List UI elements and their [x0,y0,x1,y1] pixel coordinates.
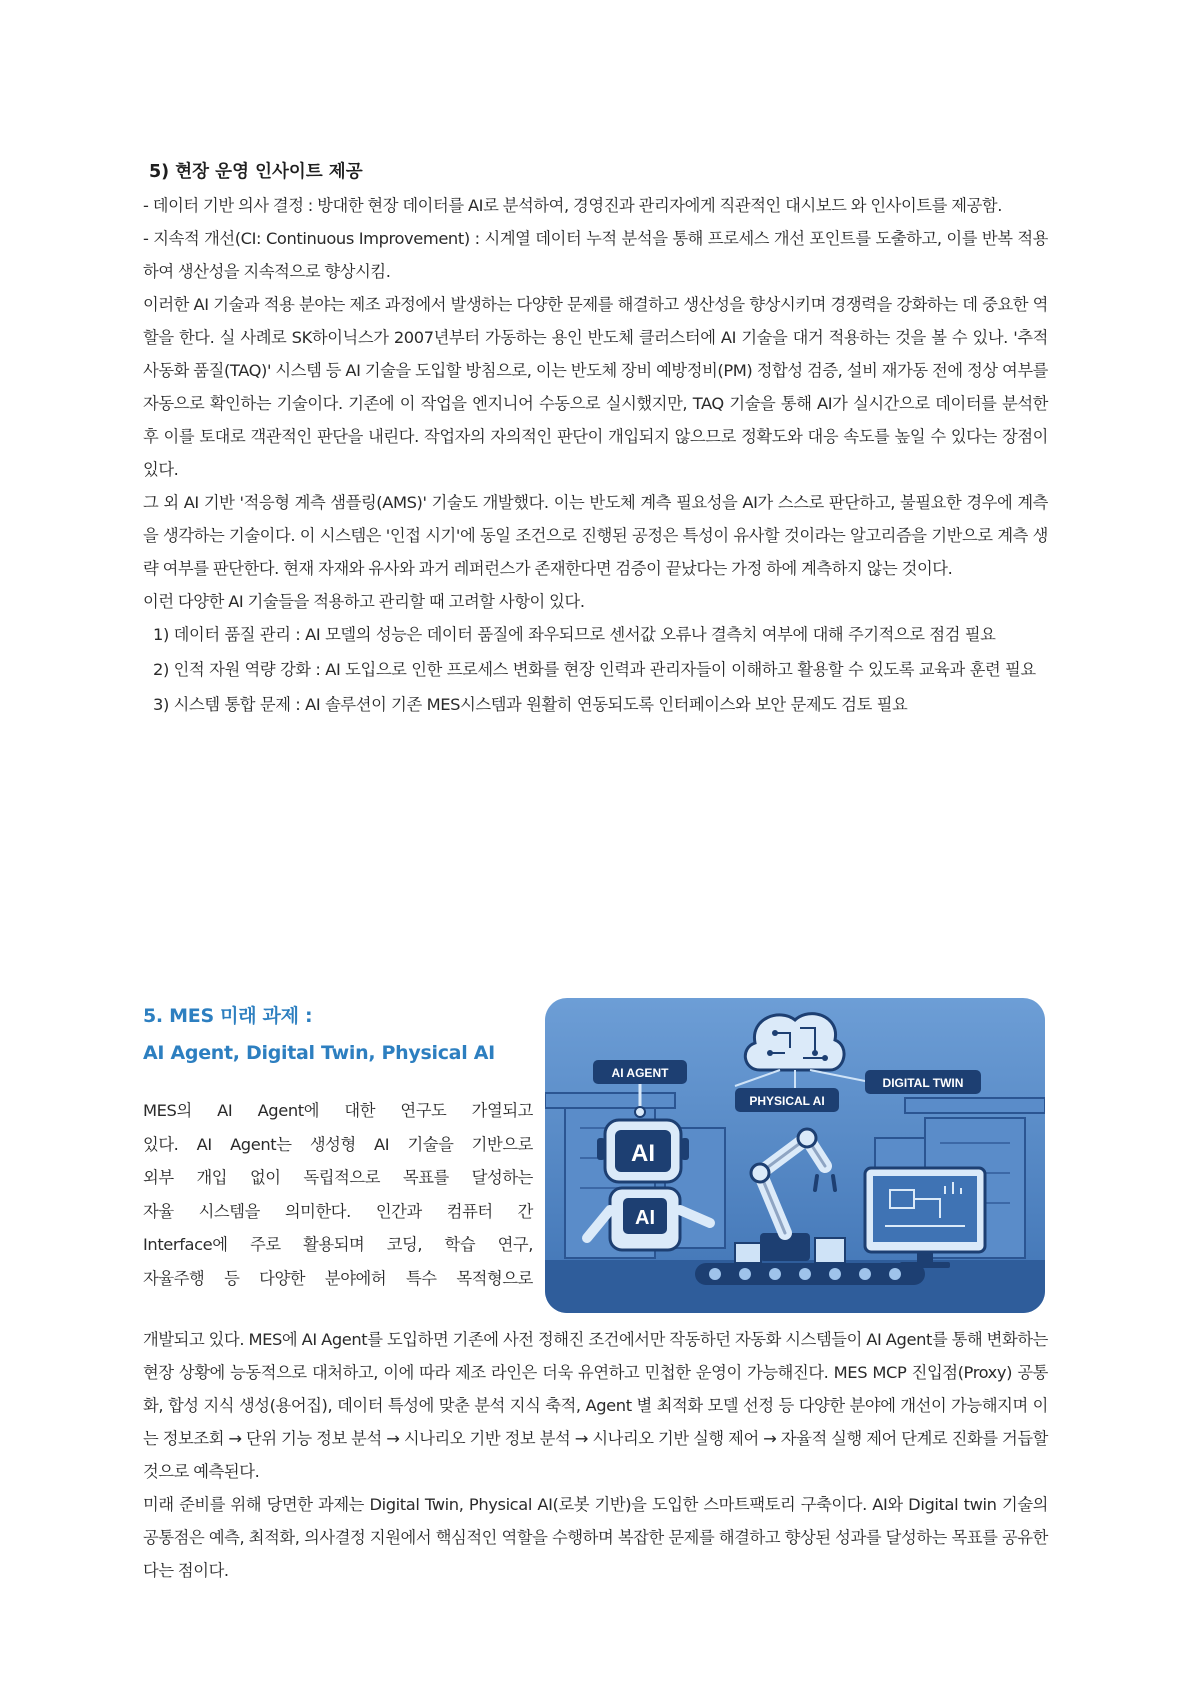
paragraph: 미래 준비를 위해 당면한 과제는 Digital Twin, Physical AI(로봇 기반)을 도입한 스마트팩토리 구축이다. AI와 Digital twin 기술의 공통점은 예측, 최적화, 의사결정 지원에서 핵심적인 역할을 수행하며 복잡한 문제를 해결하고 향상된 성과를 달성하는 목표를 공유한다는 점이다. [143,1495,1048,1580]
title-line: 5. MES 미래 과제 : [143,1005,313,1027]
numbered-item: 3) 시스템 통합 문제 : AI 솔루션이 기존 MES시스템과 원활히 연동되도록 인터페이스와 보안 문제도 검토 필요 [153,695,908,714]
section-5-intro [143,998,533,1296]
label-text: PHYSICAL AI [749,1094,825,1108]
label-text: DIGITAL TWIN [882,1076,964,1090]
factory-illustration-svg [545,998,1045,1313]
monitor-icon [865,1168,985,1268]
numbered-item: 2) 인적 자원 역량 강화 : AI 도입으로 인한 프로세스 변화를 현장 인력과 관리자들이 이해하고 활용할 수 있도록 교육과 훈련 필요 [153,660,1036,679]
paragraph: 그 외 AI 기반 '적응형 계측 샘플링(AMS)' 기술도 개발했다. 이는 반도체 계측 필요성을 AI가 스스로 판단하고, 불필요한 경우에 계측을 생각하는 기술이다. 이 시스템은 '인접 시기'에 동일 조건으로 진행된 공정은 특성이 유사할 것이라는 알고리즘을 기반으로 계측 생략 여부를 판단한다. 현재 자재와 유사와 과거 레퍼런스가 존재한다면 검증이 끝났다는 가정 하에 계측하지 않는 것이다. [143,493,1048,578]
section-heading: 5) 현장 운영 인사이트 제공 [149,162,363,182]
side-line: 자율주행 등 다양한 분야에허 특수 목적형으로 [143,1268,533,1288]
side-line: Interface에 주로 활용되며 코딩, 학습 연구, [143,1235,533,1255]
robot-chest-text: AI [635,1207,655,1229]
section-5-title [143,998,533,1072]
paragraph: 이런 다양한 AI 기술들을 적용하고 관리할 때 고려할 사항이 있다. [143,592,585,611]
paragraph: 이러한 AI 기술과 적용 분야는 제조 과정에서 발생하는 다양한 문제를 해결하고 생산성을 향상시키며 경쟁력을 강화하는 데 중요한 역할을 한다. 실 사례로 SK하이닉스가 2007년부터 가동하는 용인 반도체 클러스터에 AI 기술을 대거 적용하는 것을 볼 수 있나. '추적 사동화 품질(TAQ)' 시스템 등 AI 기술을 도입할 방침으로, 이는 반도체 장비 예방정비(PM) 정합성 검증, 설비 재가동 전에 정상 여부를 자동으로 확인하는 기술이다. 기존에 이 작업을 엔지니어 수동으로 실시했지만, TAQ 기술을 통해 AI가 실시간으로 데이터를 분석한 후 이를 토대로 객관적인 판단을 내린다. 작업자의 자의적인 판단이 개입되지 않으므로 정확도와 대응 속도를 높일 수 있다는 장점이 있다. [143,295,1048,479]
side-line: 자율 시스템을 의미한다. 인간과 컴퓨터 간 [143,1201,533,1221]
robot-head-text: AI [631,1140,655,1167]
paragraph: - 데이터 기반 의사 결정 : 방대한 현장 데이터를 AI로 분석하여, 경영진과 관리자에게 직관적인 대시보드 와 인사이트를 제공함. [143,196,1002,215]
side-line: 외부 개입 없이 독립적으로 목표를 달성하는 [143,1168,533,1188]
numbered-item: 1) 데이터 품질 관리 : AI 모델의 성능은 데이터 품질에 좌우되므로 센서값 오류나 결측치 여부에 대해 주기적으로 점검 필요 [153,625,996,644]
label-physical-ai [735,1088,839,1112]
paragraph: 개발되고 있다. MES에 AI Agent를 도입하면 기존에 사전 정해진 조건에서만 작동하던 자동화 시스템들이 AI Agent를 통해 변화하는 현장 상황에 능동적으로 대처하고, 이에 따라 제조 라인은 더욱 유연하고 민첩한 운영이 가능해진다. MES MCP 진입점(Proxy) 공통화, 합성 지식 생성(용어집), 데이터 특성에 맞춘 분석 지식 축적, Agent 별 최적화 모델 선정 등 다양한 분야에 개선이 가능해지며 이는 정보조회 → 단위 기능 정보 분석 → 시나리오 기반 정보 분석 → 시나리오 기반 실행 제어 → 자율적 실행 제어 단계로 진화를 거듭할 것으로 예측된다. [143,1330,1048,1481]
illustration-ai-factory [545,998,1045,1313]
paragraph: - 지속적 개선(CI: Continuous Improvement) : 시계열 데이터 누적 분석을 통해 프로세스 개선 포인트를 도출하고, 이를 반복 적용하여 생산성을 지속적으로 향상시킴. [143,229,1048,281]
side-line: MES의 AI Agent에 대한 연구도 가열되고 [143,1101,533,1120]
side-line: 있다. AI Agent는 생성형 AI 기술을 기반으로 [143,1134,533,1154]
label-ai-agent [593,1060,687,1084]
section-5-1 [143,158,1048,723]
label-digital-twin [865,1070,981,1094]
section-5-body [143,1323,1048,1587]
title-line: AI Agent, Digital Twin, Physical AI [143,1042,495,1064]
label-text: AI AGENT [611,1066,669,1080]
